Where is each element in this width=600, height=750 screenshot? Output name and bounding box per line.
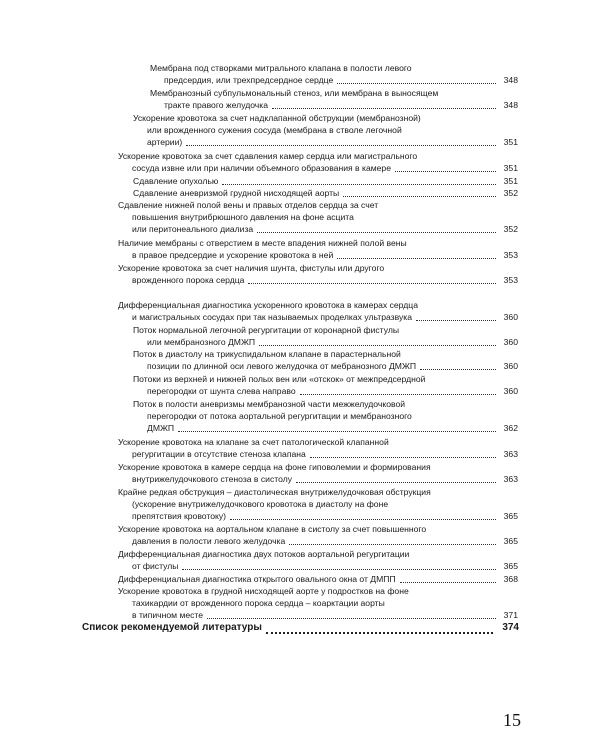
toc-entry-line: Наличие мембраны с отверстием в месте впадения нижней полой вены (118, 238, 407, 248)
toc-page-number: 348 (503, 100, 518, 110)
toc-page-number: 360 (503, 361, 518, 371)
dot-leader (266, 632, 493, 634)
toc-page-number: 365 (503, 511, 518, 521)
dot-leader (207, 618, 496, 619)
toc-page-number: 351 (503, 137, 518, 147)
toc-entry (133, 112, 518, 150)
dot-leader (296, 482, 496, 483)
dot-leader (230, 519, 496, 520)
dot-leader (186, 145, 496, 146)
toc-entry-line: тракте правого желудочка (164, 100, 269, 110)
dot-leader (337, 258, 496, 259)
toc-entry (118, 237, 518, 263)
toc-entry-line: или мембранозного ДМЖП (147, 337, 256, 347)
toc-entry-line: артерии) (147, 137, 183, 147)
dot-leader (178, 431, 496, 432)
toc-page-number: 374 (502, 622, 519, 633)
toc-entry-line: давления в полости левого желудочка (132, 536, 286, 546)
toc-entry-line: Сдавление опухолью (133, 176, 219, 186)
toc-entry (150, 62, 518, 88)
toc-entry (118, 461, 518, 487)
toc-entry-line: ДМЖП (147, 423, 175, 433)
toc-entry-line: препятствия кровотоку) (132, 511, 227, 521)
toc-entry-line: Ускорение кровотока за счет надклапанной обструкции (мембранозной) (133, 113, 421, 123)
toc-entry (118, 523, 518, 549)
toc-entry-line: предсердия, или трехпредсердное сердце (164, 75, 334, 85)
toc-entry-line: Ускорение кровотока на аортальном клапане в систолу за счет повышенного (118, 524, 427, 534)
toc-entry-line: регургитации в отсутствие стеноза клапана (132, 449, 306, 459)
toc-page-number: 368 (503, 574, 518, 584)
toc-entry-line: Поток нормальной легочной регургитации от коронарной фистулы (133, 325, 400, 335)
toc-page-number: 360 (503, 312, 518, 322)
toc-entry-line: Дифференциальная диагностика открытого овального окна от ДМПП (118, 574, 396, 584)
toc-entry (133, 324, 518, 350)
toc-entry-line: и магистральных сосудах при так называемых проделках ультразвука (132, 312, 413, 322)
dot-leader (259, 345, 496, 346)
toc-entry-line: Сдавление нижней полой вены и правых отделов сердца за счет (118, 200, 379, 210)
toc-entry-line: врожденного порока сердца (132, 275, 245, 285)
toc-page-number: 360 (503, 386, 518, 396)
toc-page-number: 352 (503, 224, 518, 234)
toc-entry-line: в правое предсердие и ускорение кровотока в ней (132, 250, 334, 260)
toc-entry-line: Ускорение кровотока в камере сердца на фоне гиповолемии и формирования (118, 462, 431, 472)
dot-leader (289, 544, 496, 545)
toc-entry-line: Ускорение кровотока в грудной нисходящей аорте у подростков на фоне (118, 586, 409, 596)
dot-leader (400, 582, 496, 583)
toc-page-number: 363 (503, 474, 518, 484)
toc-entry (118, 150, 518, 176)
dot-leader (272, 108, 496, 109)
toc-entry-line: от фистулы (132, 561, 179, 571)
page-number: 15 (503, 710, 521, 730)
toc-entry-line: Ускорение кровотока за счет сдавления камер сердца или магистрального (118, 151, 418, 161)
toc-page-number: 371 (503, 610, 518, 620)
toc-entry-line: Дифференциальная диагностика ускоренного кровотока в камерах сердца (118, 300, 418, 310)
toc-entry (118, 299, 518, 325)
toc-page-number: 351 (503, 176, 518, 186)
toc-entry-line: Поток в диастолу на трикуспидальном клапане в парастернальной (133, 349, 401, 359)
toc-page-number: 365 (503, 561, 518, 571)
toc-page-number: 352 (503, 188, 518, 198)
toc-page-number: 362 (503, 423, 518, 433)
dot-leader (310, 457, 496, 458)
toc-page-number: 351 (503, 163, 518, 173)
toc-entry (118, 199, 518, 237)
dot-leader (416, 320, 496, 321)
toc-page-number: 363 (503, 449, 518, 459)
toc-entry-line: Мембранозный субпульмональный стеноз, или мембрана в выносящем (150, 88, 439, 98)
toc-entry (118, 262, 518, 288)
toc-entry (118, 585, 518, 623)
toc-entry-line: Сдавление аневризмой грудной нисходящей аорты (133, 188, 340, 198)
toc-entry-line: тахикардии от врожденного порока сердца – коарктации аорты (132, 598, 385, 608)
toc-entry-line: или перитонеального диализа (132, 224, 254, 234)
toc-entry-line: повышения внутрибрюшного давления на фоне асцита (132, 212, 354, 222)
dot-leader (257, 232, 496, 233)
toc-page-number: 353 (503, 250, 518, 260)
toc-entry (133, 398, 518, 436)
toc-entry-line: Список рекомендуемой литературы (82, 622, 262, 633)
toc-page-number: 360 (503, 337, 518, 347)
toc-entry (118, 486, 518, 524)
toc-entry-line: Поток в полости аневризмы мембранозной части межжелудочковой (133, 399, 406, 409)
toc-entry-line: перегородки от потока аортальной регургитации и мембранозного (147, 411, 412, 421)
toc-entry (133, 348, 518, 374)
toc-entry-line: перегородки от шунта слева направо (147, 386, 296, 396)
dot-leader (300, 394, 496, 395)
dot-leader (248, 283, 496, 284)
dot-leader (343, 196, 496, 197)
dot-leader (420, 369, 496, 370)
dot-leader (395, 171, 496, 172)
toc-entry-line: (ускорение внутрижелудочкового кровотока в диастолу на фоне (132, 499, 389, 509)
toc-entry-line: в типичном месте (132, 610, 204, 620)
toc-entry-line: или врожденного сужения сосуда (мембрана в стволе легочной (147, 125, 402, 135)
toc-entry (118, 548, 518, 574)
toc-page-number: 365 (503, 536, 518, 546)
toc-entry-bibliography (82, 621, 519, 637)
toc-entry (150, 87, 518, 113)
toc-entry-line: Ускорение кровотока на клапане за счет патологической клапанной (118, 437, 389, 447)
toc-entry-line: сосуда извне или при наличии объемного образования в камере (132, 163, 391, 173)
toc-page-number: 348 (503, 75, 518, 85)
toc-entry-line: Крайне редкая обструкция – диастолическая внутрижелудочковая обструкция (118, 487, 431, 497)
toc-entry-line: Дифференциальная диагностика двух потоков аортальной регургитации (118, 549, 410, 559)
toc-entry-line: Потоки из верхней и нижней полых вен или «отскок» от межпредсердной (133, 374, 426, 384)
toc-entry-line: внутрижелудочкового стеноза в систолу (132, 474, 293, 484)
toc-entry (118, 436, 518, 462)
toc-entry-line: позиции по длинной оси левого желудочка от мебранозного ДМЖП (147, 361, 417, 371)
toc-entry-line: Мембрана под створками митрального клапана в полости левого (150, 63, 412, 73)
dot-leader (182, 569, 496, 570)
dot-leader (337, 83, 496, 84)
toc-entry-line: Ускорение кровотока за счет наличия шунта, фистулы или другого (118, 263, 385, 273)
toc-entry (133, 373, 518, 399)
toc-page-number: 353 (503, 275, 518, 285)
dot-leader (222, 184, 496, 185)
